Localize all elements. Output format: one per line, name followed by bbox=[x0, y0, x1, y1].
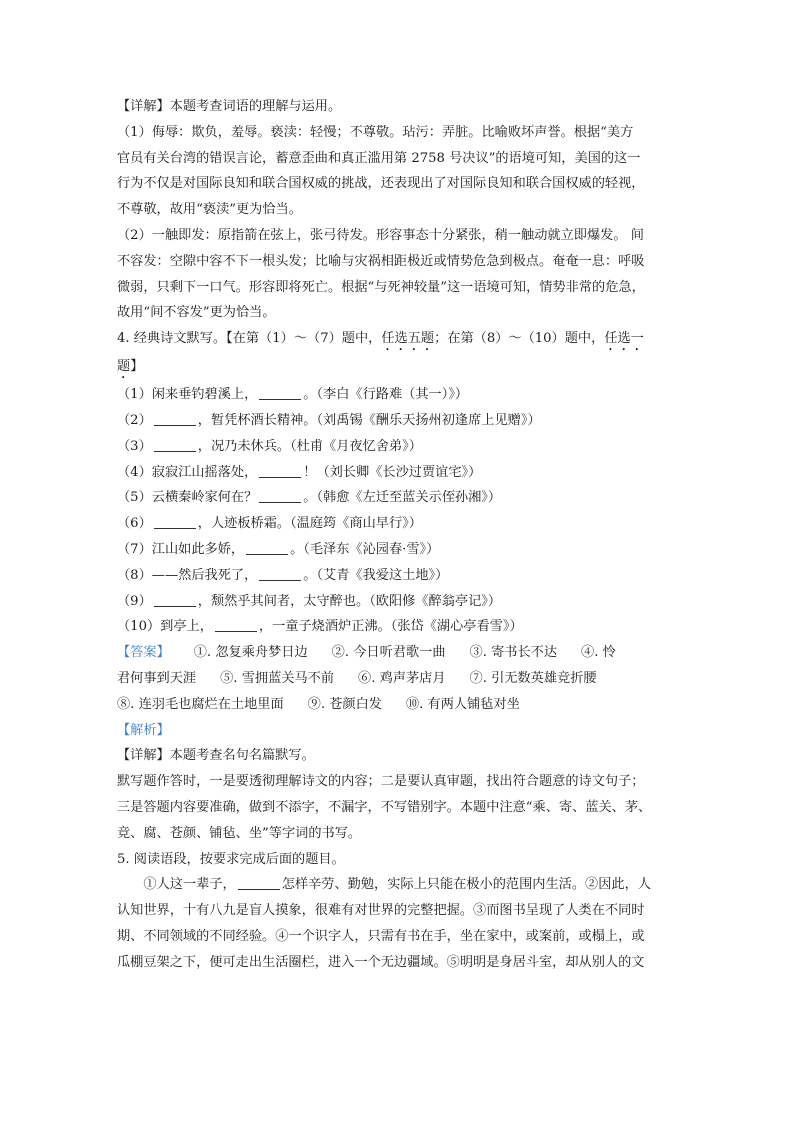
q4-item-8 bbox=[117, 563, 679, 589]
answer-blank[interactable] bbox=[154, 514, 196, 529]
text-line: （1）侮辱：欺负，羞辱。亵渎：轻慢；不尊敬。玷污：弄脏。比喻败坏声誉。根据“美方 bbox=[117, 124, 634, 140]
q5-title: 5. 阅读语段，按要求完成后面的题目。 bbox=[117, 851, 345, 867]
answer-entry: ⑧. 连羽毛也腐烂在土地里面 bbox=[117, 696, 284, 712]
answer-entry: ⑦. 引无数英雄竞折腰 bbox=[469, 670, 597, 686]
q4-title-emphasis-2: 任选一 bbox=[604, 331, 644, 347]
item-suffix: ，人迹板桥霜。（温庭筠《商山早行》） bbox=[197, 516, 422, 532]
q4-item-2 bbox=[117, 408, 679, 434]
text-line: 行为不仅是对国际良知和联合国权威的挑战，还表现出了对国际良知和联合国权威的轻视， bbox=[117, 176, 645, 192]
passage-text: ①人这一辈子， bbox=[143, 877, 236, 893]
item-prefix: （9） bbox=[117, 593, 152, 609]
passage-line: 认知世界，十有八九是盲人摸象，很难有对世界的完整把握。③而图书呈现了人类在不同时 bbox=[117, 903, 645, 919]
passage-line: 瓜棚豆架之下，便可走出生活圈栏，进入一个无边疆域。⑤明明是身居斗室，却从别人的文 bbox=[117, 954, 645, 970]
item-suffix: ，颓然乎其间者，太守醉也。（欧阳修《醉翁亭记》） bbox=[197, 593, 502, 609]
item-prefix: （2） bbox=[117, 412, 152, 428]
q4-answer bbox=[117, 640, 679, 717]
q4-title-emphasis-3: 题 bbox=[117, 359, 131, 375]
answer-blank[interactable] bbox=[259, 488, 301, 503]
text-line: （2）一触即发：原指箭在弦上，张弓待发。形容事态十分紧张，稍一触动就立即爆发。 间 bbox=[117, 227, 644, 243]
q4-item-10 bbox=[117, 614, 679, 640]
item-suffix: 。（李白《行路难（其一）》） bbox=[303, 387, 469, 403]
q4-title-end: 】 bbox=[130, 359, 144, 375]
q4-detail bbox=[117, 769, 679, 846]
q4-item-9 bbox=[117, 589, 679, 615]
answer-line-3 bbox=[117, 692, 679, 718]
text-line: 微弱，只剩下一口气。形容即将死亡。根据“与死神较量”这一语境可知，情势非常的危急， bbox=[117, 279, 645, 295]
q3-para-2 bbox=[117, 223, 679, 326]
text-line: 不容发：空隙中容不下一根头发；比喻与灾祸相距极近或情势危急到极点。奄奄一息：呼吸 bbox=[117, 253, 645, 269]
q3-para-1 bbox=[117, 120, 679, 223]
text-line: 不尊敬，故用“亵渎”更为恰当。 bbox=[117, 202, 302, 218]
answer-line-2 bbox=[117, 666, 679, 692]
item-suffix: 。（毛泽东《沁园春·雪》） bbox=[290, 541, 440, 557]
q3-detail-title: 【详解】本题考查词语的理解与运用。 bbox=[117, 99, 342, 114]
answer-blank[interactable] bbox=[246, 540, 288, 555]
analysis-label: 【解析】 bbox=[117, 722, 170, 738]
q4-items bbox=[117, 382, 679, 640]
passage-line-1 bbox=[117, 872, 679, 898]
answer-blank[interactable] bbox=[259, 463, 301, 478]
q4-detail-title: 【详解】本题考查名句名篇默写。 bbox=[117, 748, 315, 764]
q4-title bbox=[117, 326, 679, 354]
q4-item-4 bbox=[117, 460, 679, 486]
item-prefix: （8）——然后我死了， bbox=[117, 567, 258, 583]
q4-item-6 bbox=[117, 511, 679, 537]
q4-title-line2 bbox=[117, 354, 679, 382]
document-page bbox=[117, 94, 679, 976]
answer-entry: ④. 怜 bbox=[581, 645, 616, 661]
item-prefix: （4）寂寂江山摇落处， bbox=[117, 464, 258, 480]
item-suffix: ，况乃未休兵。（杜甫《月夜忆舍弟》） bbox=[197, 438, 422, 454]
answer-entry: ①. 忽复乘舟梦日边 bbox=[193, 645, 308, 661]
answer-line-1 bbox=[117, 640, 679, 666]
item-prefix: （10）到亭上， bbox=[117, 619, 213, 635]
answer-blank[interactable] bbox=[215, 617, 257, 632]
text-line: 默写题作答时，一是要透彻理解诗文的内容；二是要认真审题，找出符合题意的诗文句子； bbox=[117, 774, 645, 790]
answer-blank[interactable] bbox=[238, 875, 280, 890]
answer-entry: ⑨. 苍颜白发 bbox=[307, 696, 382, 712]
item-suffix: ，一童子烧酒炉正沸。（张岱《湖心亭看雪》） bbox=[258, 619, 523, 635]
q4-item-1 bbox=[117, 382, 679, 408]
item-prefix: （7）江山如此多娇， bbox=[117, 541, 245, 557]
answer-entry: ⑩. 有两人铺毡对坐 bbox=[405, 696, 520, 712]
item-prefix: （6） bbox=[117, 516, 152, 532]
answer-blank[interactable] bbox=[154, 592, 196, 607]
q4-item-7 bbox=[117, 537, 679, 563]
q4-title-prefix: 4. 经典诗文默写。【在第（1）～（7）题中， bbox=[117, 331, 382, 347]
item-suffix: 。（艾青《我爱这土地》） bbox=[303, 567, 449, 583]
answer-label: 【答案】 bbox=[117, 645, 170, 661]
answer-entry: 君何事到天涯 bbox=[117, 670, 197, 686]
answer-entry: ②. 今日听君歌一曲 bbox=[331, 645, 446, 661]
item-prefix: （5）云横秦岭家何在？ bbox=[117, 490, 258, 506]
answer-blank[interactable] bbox=[259, 385, 301, 400]
passage-text: 怎样辛劳、勤勉，实际上只能在极小的范围内生活。②因此，人 bbox=[281, 877, 651, 893]
item-suffix: 。（韩愈《左迁至蓝关示侄孙湘》） bbox=[303, 490, 502, 506]
answer-blank[interactable] bbox=[259, 566, 301, 581]
q5-passage bbox=[117, 872, 679, 975]
answer-entry: ③. 寄书长不达 bbox=[469, 645, 558, 661]
answer-entry: ⑤. 雪拥蓝关马不前 bbox=[220, 670, 335, 686]
item-prefix: （3） bbox=[117, 438, 152, 454]
answer-blank[interactable] bbox=[154, 437, 196, 452]
answer-blank[interactable] bbox=[154, 411, 196, 426]
text-line: 竞、腐、苍颜、铺毡、坐”等字词的书写。 bbox=[117, 825, 362, 841]
passage-line: 期、不同领域的不同经验。④一个识字人，只需有书在手，坐在家中，或案前，或榻上，或 bbox=[117, 928, 645, 944]
q4-title-mid: ；在第（8）～（10）题中， bbox=[434, 331, 605, 347]
text-line: 三是答题内容要准确，做到不添字，不漏字，不写错别字。本题中注意“乘、寄、蓝关、茅、 bbox=[117, 799, 652, 815]
q4-item-3 bbox=[117, 434, 679, 460]
item-suffix: ，暂凭杯酒长精神。（刘禹锡《酬乐天扬州初逢席上见赠》） bbox=[197, 412, 541, 428]
q4-item-5 bbox=[117, 485, 679, 511]
item-suffix: ！（刘长卿《长沙过贾谊宅》） bbox=[303, 464, 482, 480]
q4-title-emphasis-1: 任选五题 bbox=[381, 331, 435, 347]
item-prefix: （1）闲来垂钓碧溪上， bbox=[117, 387, 258, 403]
answer-entry: ⑥. 鸡声茅店月 bbox=[358, 670, 446, 686]
text-line: 官员有关台湾的错误言论，蓄意歪曲和真正滥用第 2758 号决议”的语境可知，美国的这一 bbox=[117, 150, 641, 166]
text-line: 故用“间不容发”更为恰当。 bbox=[117, 305, 276, 321]
